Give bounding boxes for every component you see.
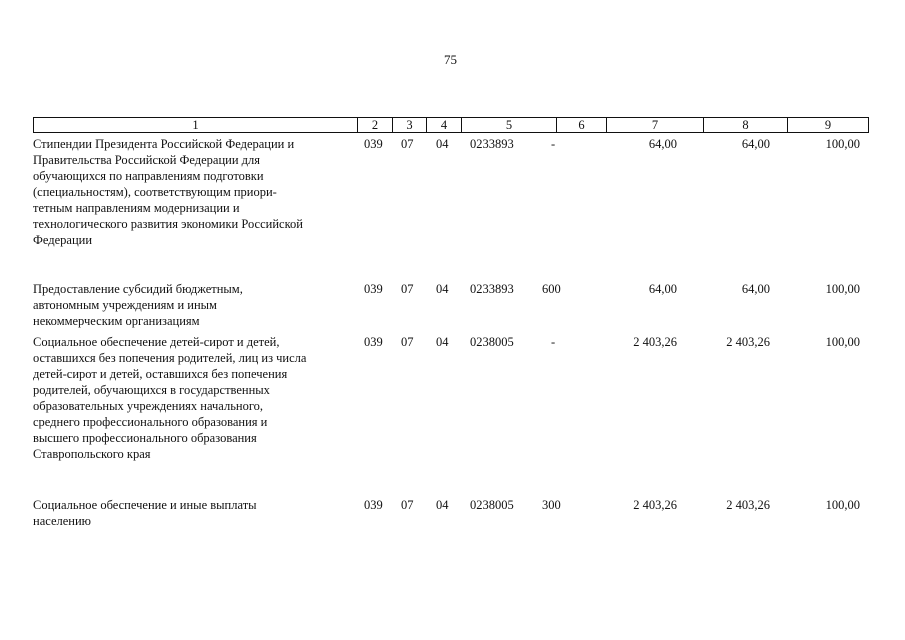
table-header [33, 117, 869, 133]
cell-col5: 0238005 [470, 335, 514, 349]
cell-col2: 039 [364, 335, 383, 349]
cell-col5: 0238005 [470, 498, 514, 512]
name-line: Социальное обеспечение детей-сирот и детей, [33, 335, 280, 349]
cell-col5: 0233893 [470, 137, 514, 151]
page-number: 75 [444, 52, 457, 67]
cell-col2: 039 [364, 282, 383, 296]
cell-col4: 04 [436, 282, 449, 296]
cell-col3: 07 [401, 137, 414, 151]
name-line: автономным учреждениям и иным [33, 298, 217, 312]
cell-col9: 100,00 [825, 498, 860, 512]
name-line: населению [33, 514, 91, 528]
header-cell-5: 5 [461, 118, 556, 132]
cell-col2: 039 [364, 137, 383, 151]
row-name [33, 497, 351, 529]
row-name [33, 136, 351, 248]
name-line: Предоставление субсидий бюджетным, [33, 282, 243, 296]
name-line: детей-сирот и детей, оставшихся без попечения [33, 367, 288, 381]
cell-col8: 2 403,26 [726, 498, 770, 512]
row-name [33, 334, 351, 462]
cell-col6: - [551, 137, 556, 151]
name-line: оставшихся без попечения родителей, лиц из числа [33, 351, 307, 365]
name-line: родителей, обучающихся в государственных [33, 383, 270, 397]
name-line: обучающихся по направлениям подготовки [33, 169, 264, 183]
name-line: технологического развития экономики Российской [33, 217, 303, 231]
cell-col6: 300 [542, 498, 561, 512]
cell-col4: 04 [436, 498, 449, 512]
name-line: образовательных учреждениях начального, [33, 399, 264, 413]
cell-col6: 600 [542, 282, 561, 296]
cell-col6: - [551, 335, 556, 349]
cell-col7: 64,00 [648, 282, 677, 296]
name-line: Правительства Российской Федерации для [33, 153, 261, 167]
cell-col7: 2 403,26 [633, 498, 677, 512]
cell-col8: 64,00 [741, 282, 770, 296]
name-line: Социальное обеспечение и иные выплаты [33, 498, 257, 512]
name-line: среднего профессионального образования и [33, 415, 268, 429]
name-line: (специальностям), соответствующим приори- [33, 185, 277, 199]
cell-col5: 0233893 [470, 282, 514, 296]
name-line: тетным направлениям модернизации и [33, 201, 240, 215]
name-line: некоммерческим организациям [33, 314, 200, 328]
cell-col4: 04 [436, 335, 449, 349]
cell-col8: 64,00 [741, 137, 770, 151]
cell-col9: 100,00 [825, 335, 860, 349]
cell-col9: 100,00 [825, 282, 860, 296]
name-line: высшего профессионального образования [33, 431, 257, 445]
cell-col8: 2 403,26 [726, 335, 770, 349]
cell-col3: 07 [401, 282, 414, 296]
cell-col7: 64,00 [648, 137, 677, 151]
cell-col9: 100,00 [825, 137, 860, 151]
row-name [33, 281, 351, 329]
name-line: Федерации [33, 233, 93, 247]
cell-col3: 07 [401, 498, 414, 512]
header-cell-2: 2 [357, 118, 392, 132]
header-cell-7: 7 [606, 118, 703, 132]
cell-col3: 07 [401, 335, 414, 349]
header-cell-3: 3 [392, 118, 426, 132]
cell-col4: 04 [436, 137, 449, 151]
name-line: Стипендии Президента Российской Федерации и [33, 137, 295, 151]
cell-col7: 2 403,26 [633, 335, 677, 349]
name-line: Ставропольского края [33, 447, 151, 461]
header-cell-6: 6 [556, 118, 606, 132]
header-cell-8: 8 [703, 118, 787, 132]
header-cell-9: 9 [787, 118, 868, 132]
header-cell-1: 1 [192, 118, 199, 132]
header-cell-4: 4 [426, 118, 461, 132]
cell-col2: 039 [364, 498, 383, 512]
